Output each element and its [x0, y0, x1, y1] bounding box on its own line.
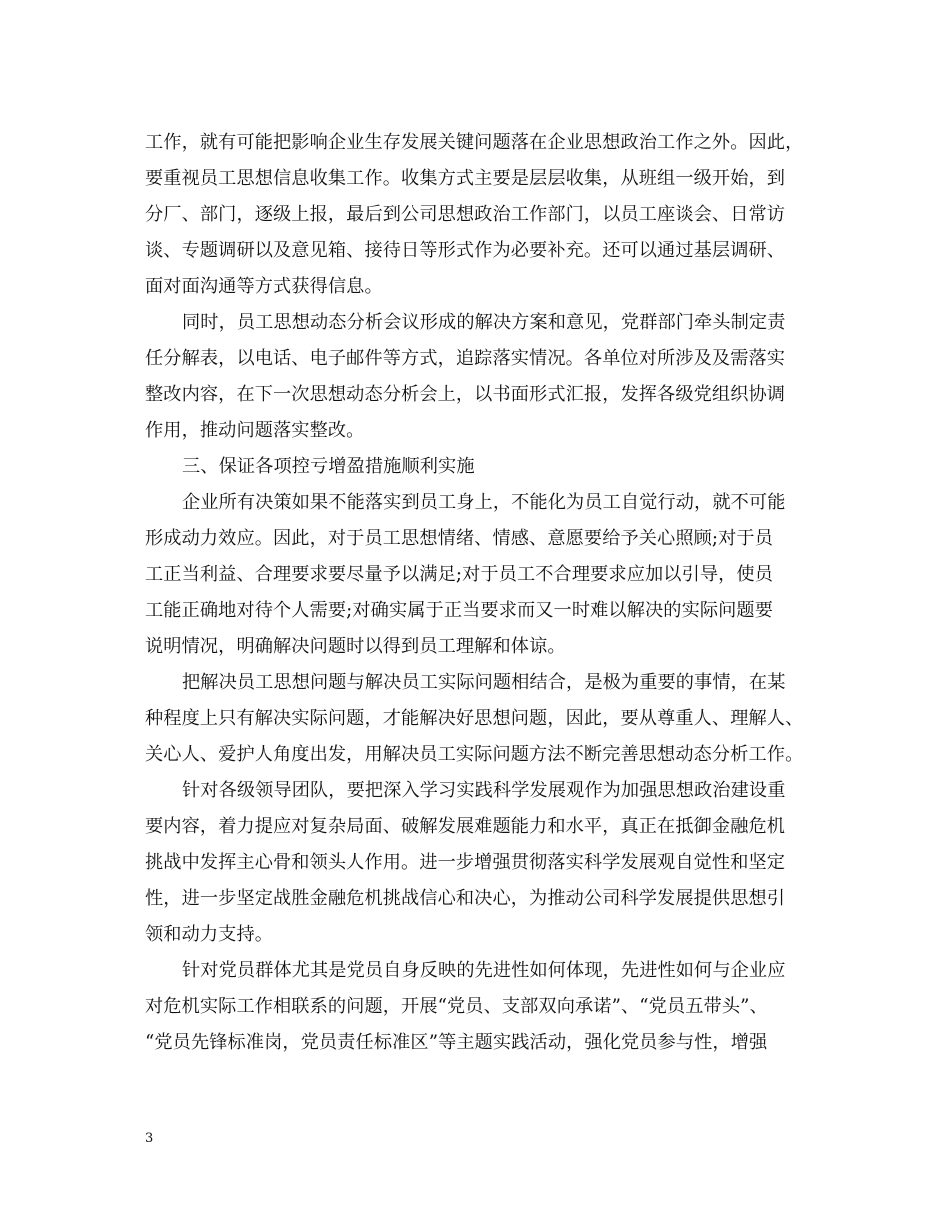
text-line: 性，进一步坚定战胜金融危机挑战信心和决心，为推动公司科学发展提供思想引 — [145, 888, 786, 909]
text-line: 领和动力支持。 — [145, 924, 274, 945]
text-line: 任分解表，以电话、电子邮件等方式，追踪落实情况。各单位对所涉及及需落实 — [145, 348, 786, 369]
document-body — [145, 125, 810, 1061]
text-line: 挑战中发挥主心骨和领头人作用。进一步增强贯彻落实科学发展观自觉性和坚定 — [145, 852, 786, 873]
text-line: “党员先锋标准岗，党员责任标准区”等主题实践活动，强化党员参与性，增强 — [145, 1032, 768, 1053]
text-line: 整改内容，在下一次思想动态分析会上，以书面形式汇报，发挥各级党组织协调 — [145, 384, 786, 405]
text-line: 关心人、爱护人角度出发，用解决员工实际问题方法不断完善思想动态分析工作。 — [145, 744, 804, 765]
text-line: 针对党员群体尤其是党员自身反映的先进性如何体现，先进性如何与企业应 — [182, 960, 786, 981]
text-line: 工正当利益、合理要求要尽量予以满足;对于员工不合理要求应加以引导，使员 — [145, 564, 774, 585]
text-line: 分厂、部门，逐级上报，最后到公司思想政治工作部门，以员工座谈会、日常访 — [145, 204, 786, 225]
text-line: 工能正确地对待个人需要;对确实属于正当要求而又一时难以解决的实际问题要 — [145, 600, 774, 621]
text-line: 三、保证各项控亏增盈措施顺利实施 — [182, 456, 475, 477]
text-line: 企业所有决策如果不能落实到员工身上，不能化为员工自觉行动，就不可能 — [182, 492, 786, 513]
text-line: 要内容，着力提应对复杂局面、破解发展难题能力和水平，真正在抵御金融危机 — [145, 816, 786, 837]
text-line: 工作，就有可能把影响企业生存发展关键问题落在企业思想政治工作之外。因此， — [145, 132, 804, 153]
text-line: 同时，员工思想动态分析会议形成的解决方案和意见，党群部门牵头制定责 — [182, 312, 786, 333]
text-line: 针对各级领导团队，要把深入学习实践科学发展观作为加强思想政治建设重 — [182, 780, 786, 801]
text-line: 说明情况，明确解决问题时以得到员工理解和体谅。 — [145, 636, 566, 657]
text-line: 作用，推动问题落实整改。 — [145, 420, 365, 441]
text-line: 谈、专题调研以及意见箱、接待日等形式作为必要补充。还可以通过基层调研、 — [145, 240, 786, 261]
text-line: 种程度上只有解决实际问题，才能解决好思想问题，因此，要从尊重人、理解人、 — [145, 708, 804, 729]
text-line: 把解决员工思想问题与解决员工实际问题相结合，是极为重要的事情，在某 — [182, 672, 786, 693]
page-number: 3 — [145, 1131, 154, 1146]
text-line: 形成动力效应。因此，对于员工思想情绪、情感、意愿要给予关心照顾;对于员 — [145, 528, 774, 549]
text-line: 面对面沟通等方式获得信息。 — [145, 276, 383, 297]
text-line: 要重视员工思想信息收集工作。收集方式主要是层层收集，从班组一级开始，到 — [145, 168, 786, 189]
text-line: 对危机实际工作相联系的问题，开展“党员、支部双向承诺”、“党员五带头”、 — [145, 996, 768, 1017]
